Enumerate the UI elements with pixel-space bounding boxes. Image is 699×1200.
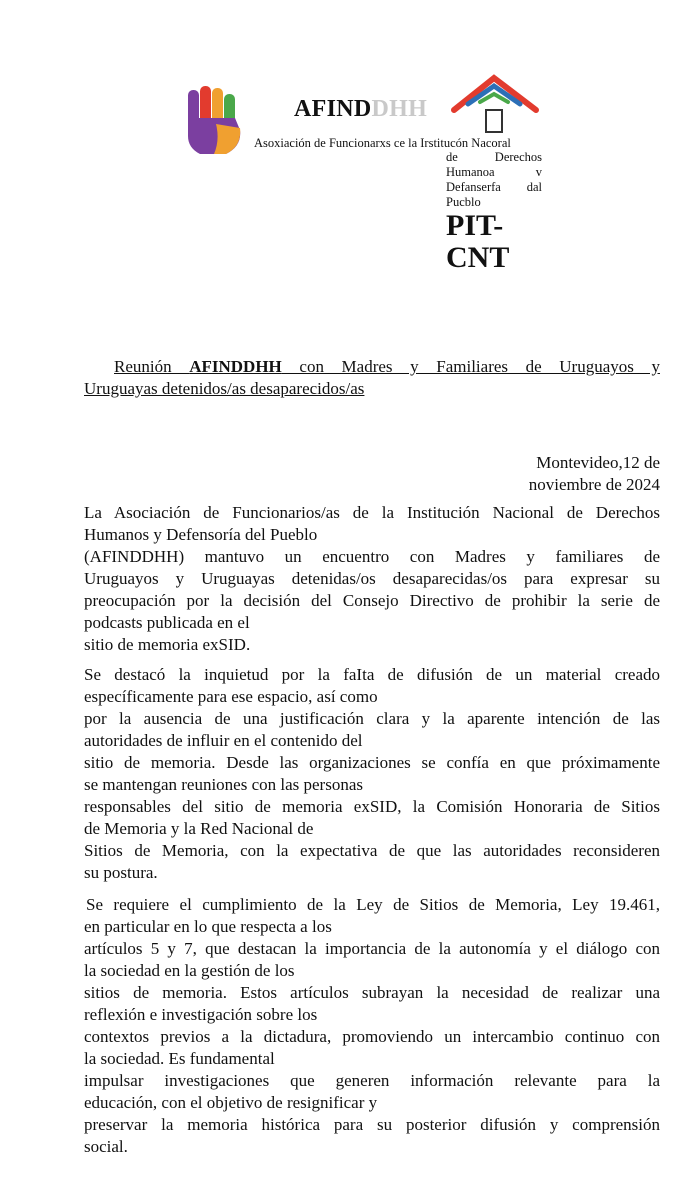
paragraph-line: educación, con el objetivo de resignificar y [84,1093,378,1112]
paragraph-line: Sitios de Memoria, con la expectativa de que las autoridades reconsideren [84,841,660,860]
subtitle-line: de Derechos [446,150,542,164]
union-line: CNT [446,241,510,274]
paragraph-line: la sociedad. Es fundamental [84,1049,275,1068]
union-name [446,210,509,274]
paragraph-line: específicamente para ese espacio, así como [84,687,378,706]
document-date [480,452,660,496]
union-line: PIT- [446,209,504,242]
paragraph-3 [84,894,660,1158]
paragraph-2 [84,664,660,884]
subtitle-line: Defanserfa dal [446,180,542,194]
paragraph-line: impulsar investigaciones que generen información relevante para la [84,1071,660,1090]
paragraph-line: la sociedad en la gestión de los [84,961,295,980]
paragraph-line: en particular en lo que respecta a los [84,917,332,936]
paragraph-line: sitios de memoria. Estos artículos subrayan la necesidad de realizar una [84,983,660,1002]
heading-line-1: Reunión AFINDDHH con Madres y Familiares de Uruguayos y [114,357,660,376]
paragraph-line: Uruguayos y Uruguayas detenidas/os desaparecidas/os para expresar su [84,569,660,588]
date-line: Montevideo,12 de [536,453,660,472]
paragraph-line: social. [84,1137,128,1156]
paragraph-line: por la ausencia de una justificación clara y la aparente intención de las [84,709,660,728]
document-heading [84,356,660,400]
paragraph-line: reflexión e investigación sobre los [84,1005,318,1024]
fist-logo-icon [186,84,244,156]
paragraph-line: se mantengan reuniones con las personas [84,775,363,794]
paragraph-line: podcasts publicada en el [84,613,250,632]
organization-logo-text: AFINDDHH [294,96,428,122]
subtitle-line: Humanoa v [446,165,542,179]
paragraph-line: sitio de memoria. Desde las organizaciones se confía en que próximamente [84,753,660,772]
paragraph-line: Humanos y Defensoría del Pueblo [84,525,318,544]
organization-subtitle: Asoxiación de Funcionarxs ce la Irstitucón Nacoral [254,136,511,150]
paragraph-line: sitio de memoria exSID. [84,635,251,654]
house-logo-icon [446,72,542,138]
paragraph-line: responsables del sitio de memoria exSID, la Comisión Honoraria de Sitios [84,797,660,816]
paragraph-line: Se destacó la inquietud por la faIta de difusión de un material creado [84,665,660,684]
paragraph-line: artículos 5 y 7, que destacan la importancia de la autonomía y el diálogo con [84,939,660,958]
date-line: noviembre de 2024 [528,475,660,494]
paragraph-line: Se requiere el cumplimiento de la Ley de Sitios de Memoria, Ley 19.461, [86,895,660,914]
subtitle-line: Pucblo [446,195,481,209]
paragraph-line: preocupación por la decisión del Consejo Directivo de prohibir la serie de [84,591,660,610]
organization-subtitle-block [446,150,542,210]
paragraph-1 [84,502,660,656]
paragraph-line: (AFINDDHH) mantuvo un encuentro con Madres y familiares de [84,547,660,566]
paragraph-line: preservar la memoria histórica para su posterior difusión y comprensión [84,1115,660,1134]
heading-line-2: Uruguayas detenidos/as desaparecidos/as [84,379,365,398]
paragraph-line: de Memoria y la Red Nacional de [84,819,314,838]
paragraph-line: contextos previos a la dictadura, promoviendo un intercambio continuo con [84,1027,660,1046]
paragraph-line: su postura. [84,863,158,882]
paragraph-line: autoridades de influir en el contenido del [84,731,363,750]
paragraph-line: La Asociación de Funcionarios/as de la Institución Nacional de Derechos [84,503,660,522]
